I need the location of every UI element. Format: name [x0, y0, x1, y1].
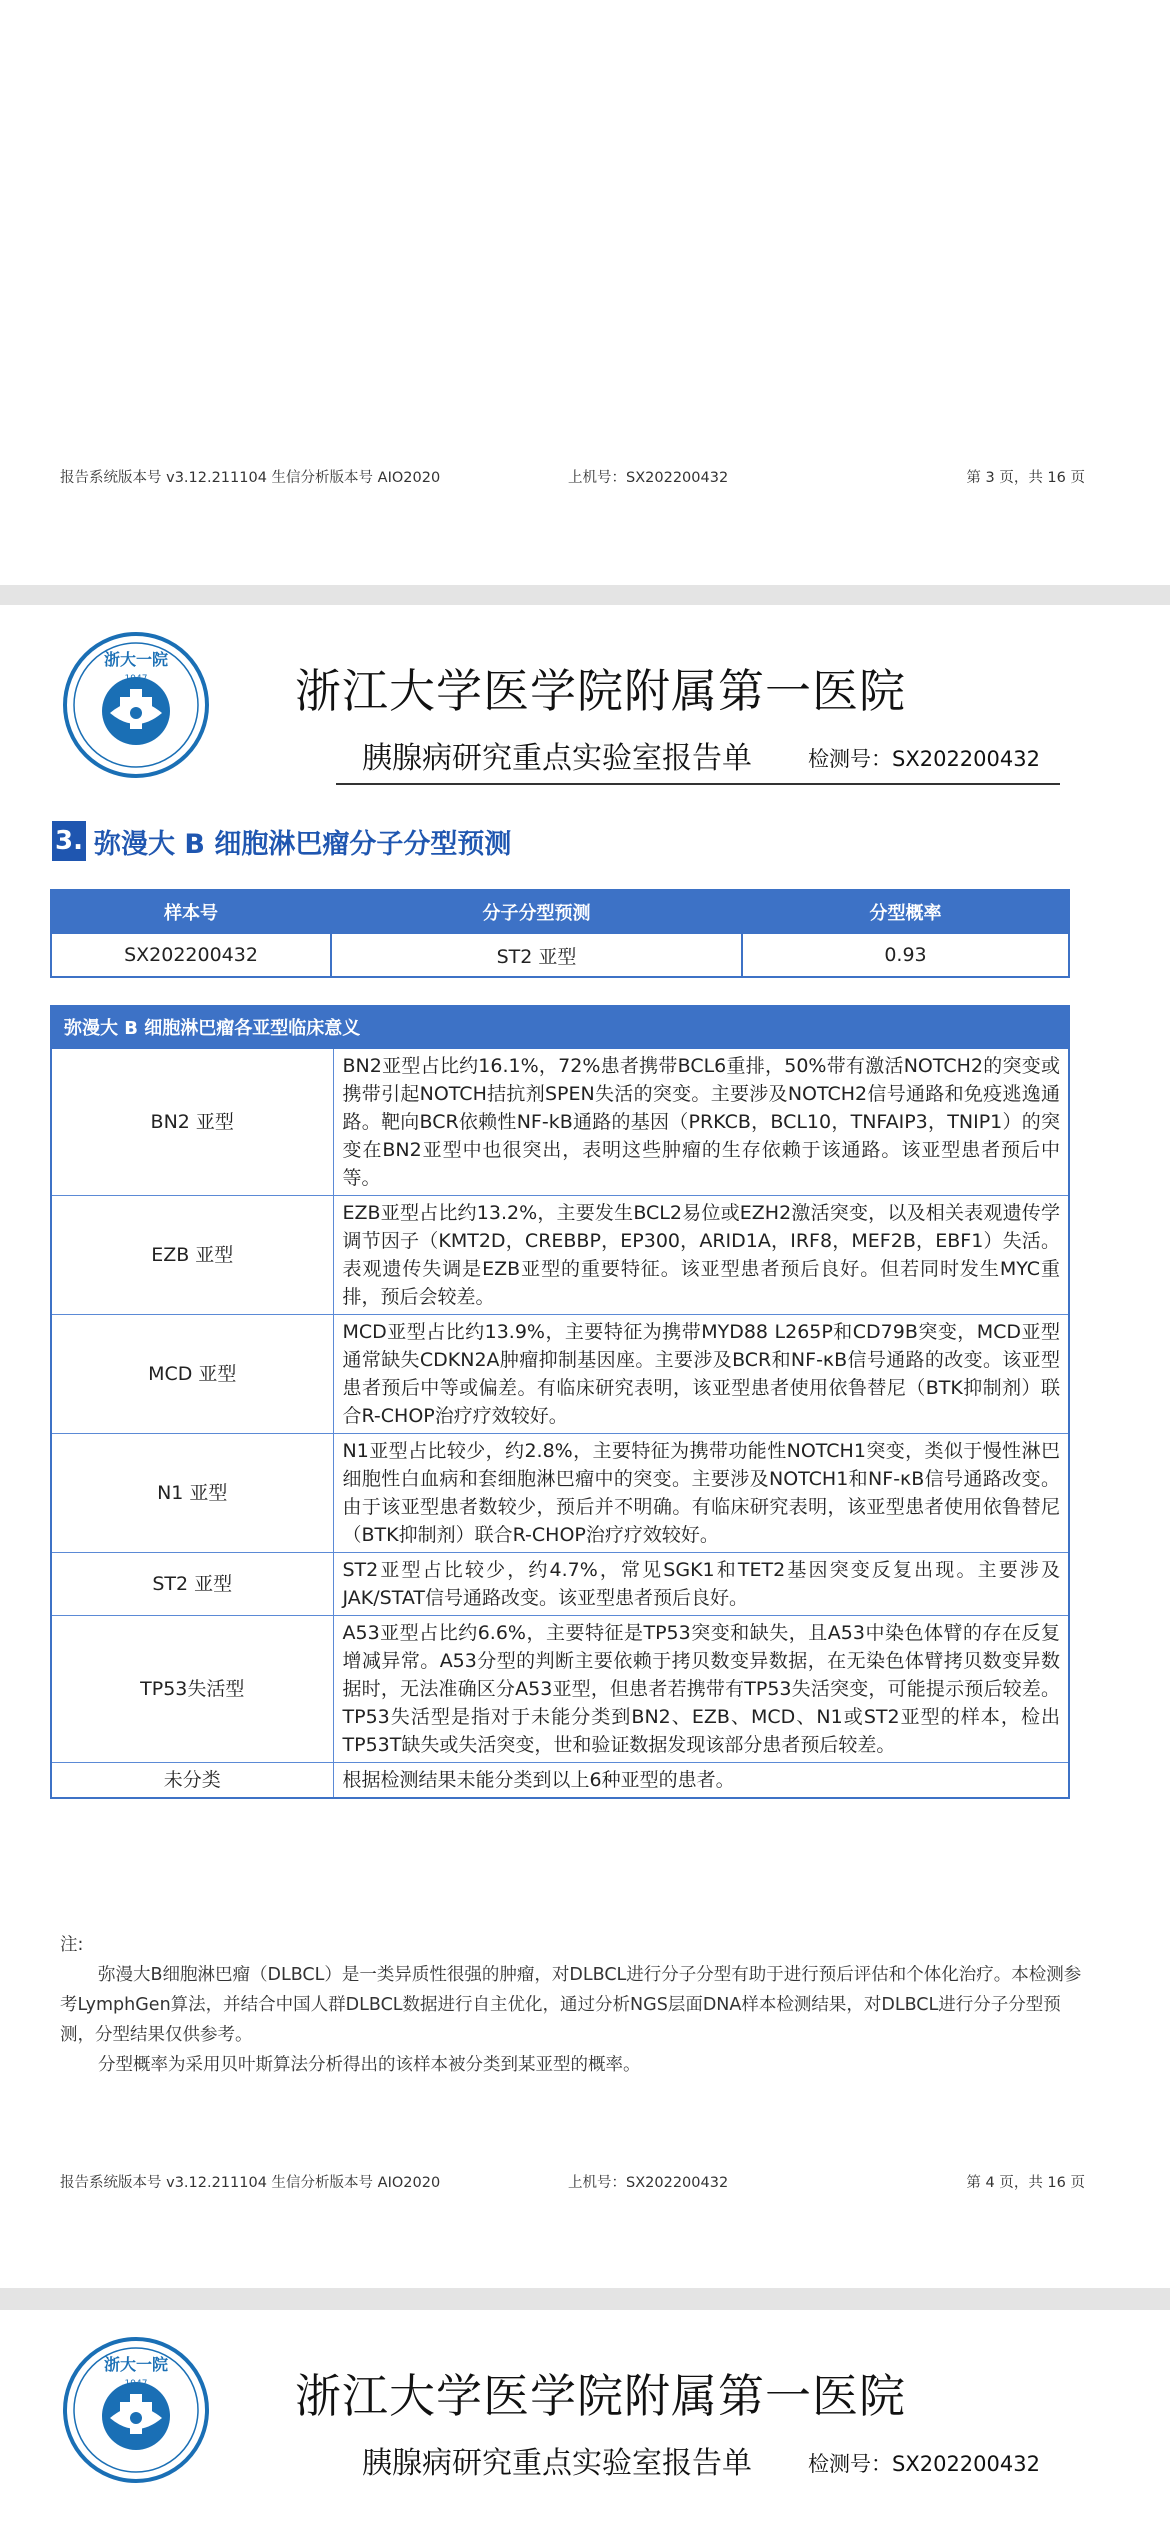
subtype-description: BN2亚型占比约16.1%，72%患者携带BCL6重排，50%带有激活NOTCH2的突变或携带引起NOTCH拮抗剂SPEN失活的突变。主要涉及NOTCH2信号通路和免疫逃逸通路。靶向BCR依赖性NF-kB通路的基因（PRKCB，BCL10，TNFAIP3，TNIP1）的突变在BN2亚型中也很突出，表明这些肿瘤的生存依赖于该通路。该亚型患者预后中等。	[333, 1048, 1069, 1196]
footer-page-number: 第 4 页，共 16 页	[966, 2175, 1085, 2191]
table-row	[51, 1434, 1069, 1553]
detection-number: 检测号：SX202200432	[808, 747, 1040, 771]
subtype-name: EZB 亚型	[51, 1196, 333, 1315]
header-divider	[336, 783, 1060, 785]
section-title	[52, 820, 511, 862]
hospital-logo	[62, 2336, 210, 2484]
subtype-description: N1亚型占比较少，约2.8%，主要特征为携带功能性NOTCH1突变，类似于慢性淋巴细胞性白血病和套细胞淋巴瘤中的突变。主要涉及NOTCH1和NF-κB信号通路改变。由于该亚型患者数较少，预后并不明确。有临床研究表明，该亚型患者使用依鲁替尼（BTK抑制剂）联合R-CHOP治疗疗效较好。	[333, 1434, 1069, 1553]
table-row	[51, 1196, 1069, 1315]
notes-label: 注:	[60, 1935, 84, 1955]
table-row	[51, 1763, 1069, 1799]
header-sample-no: 样本号	[51, 890, 331, 933]
table-row	[51, 1315, 1069, 1434]
page-header	[0, 2310, 1170, 2510]
prediction-table	[50, 889, 1070, 978]
header-probability: 分型概率	[742, 890, 1069, 933]
notes-paragraph-1: 弥漫大B细胞淋巴瘤（DLBCL）是一类异质性很强的肿瘤，对DLBCL进行分子分型有助于进行预后评估和个体化治疗。本检测参考LymphGen算法，并结合中国人群DLBCL数据进行自主优化，通过分析NGS层面DNA样本检测结果，对DLBCL进行分子分型预测，分型结果仅供参考。	[60, 1965, 1082, 2045]
section-heading: 弥漫大 B 细胞淋巴瘤分子分型预测	[94, 828, 512, 860]
logo-year: 1947	[124, 674, 148, 684]
subtype-name: TP53失活型	[51, 1616, 333, 1763]
cell-subtype: ST2 亚型	[331, 933, 742, 977]
subtype-description: MCD亚型占比约13.9%，主要特征为携带MYD88 L265P和CD79B突变，MCD亚型通常缺失CDKN2A肿瘤抑制基因座。主要涉及BCR和NF-κB信号通路的改变。该亚型患者预后中等或偏差。有临床研究表明，该亚型患者使用依鲁替尼（BTK抑制剂）联合R-CHOP治疗疗效较好。	[333, 1315, 1069, 1434]
footer-machine-no: 上机号：SX202200432	[568, 470, 729, 486]
logo-text: 浙大一院	[103, 650, 169, 669]
cell-probability: 0.93	[742, 933, 1069, 977]
table-row	[51, 1553, 1069, 1616]
footer-page-number: 第 3 页，共 16 页	[966, 470, 1085, 486]
header-subtype-prediction: 分子分型预测	[331, 890, 742, 933]
subtype-description: ST2亚型占比较少，约4.7%，常见SGK1和TET2基因突变反复出现。主要涉及JAK/STAT信号通路改变。该亚型患者预后良好。	[333, 1553, 1069, 1616]
page-header	[0, 605, 1170, 805]
hospital-name: 浙江大学医学院附属第一医院	[295, 664, 906, 718]
notes-paragraph-2: 分型概率为采用贝叶斯算法分析得出的该样本被分类到某亚型的概率。	[98, 2055, 641, 2075]
subtype-description: EZB亚型占比约13.2%，主要发生BCL2易位或EZH2激活突变，以及相关表观遗传学调节因子（KMT2D，CREBBP，EP300，ARID1A，IRF8，MEF2B，EBF1）失活。表观遗传失调是EZB亚型的重要特征。该亚型患者预后良好。但若同时发生MYC重排，预后会较差。	[333, 1196, 1069, 1315]
report-page-5	[0, 2310, 1170, 2532]
section-number: 3.	[52, 821, 86, 861]
detection-number: 检测号：SX202200432	[808, 2452, 1040, 2476]
report-page-3	[0, 0, 1170, 585]
subtype-name: BN2 亚型	[51, 1048, 333, 1196]
logo-text: 浙大一院	[103, 2355, 169, 2374]
subtype-name: ST2 亚型	[51, 1553, 333, 1616]
lab-report-title: 胰腺病研究重点实验室报告单	[362, 2446, 752, 2481]
subtype-description: A53亚型占比约6.6%，主要特征是TP53突变和缺失，且A53中染色体臂的存在反复增减异常。A53分型的判断主要依赖于拷贝数变异数据，在无染色体臂拷贝数变异数据时，无法准确区分A53亚型，但患者若携带有TP53失活突变，可能提示预后较差。TP53失活型是指对于未能分类到BN2、EZB、MCD、N1或ST2亚型的样本，检出TP53T缺失或失活突变，世和验证数据发现该部分患者预后较差。	[333, 1616, 1069, 1763]
subtype-name: MCD 亚型	[51, 1315, 333, 1434]
lab-report-title: 胰腺病研究重点实验室报告单	[362, 741, 752, 776]
table-row	[51, 933, 1069, 977]
hospital-logo	[62, 631, 210, 779]
footer-version: 报告系统版本号 v3.12.211104 生信分析版本号 AIO2020	[60, 2175, 441, 2191]
subtype-name: 未分类	[51, 1763, 333, 1799]
logo-year: 1947	[124, 2379, 148, 2389]
footer-machine-no: 上机号：SX202200432	[568, 2175, 729, 2191]
cell-sample-no: SX202200432	[51, 933, 331, 977]
subtype-significance-table	[50, 1005, 1070, 1799]
footer-version: 报告系统版本号 v3.12.211104 生信分析版本号 AIO2020	[60, 470, 441, 486]
hospital-name: 浙江大学医学院附属第一医院	[295, 2369, 906, 2423]
notes	[60, 1930, 1085, 2080]
table-caption: 弥漫大 B 细胞淋巴瘤各亚型临床意义	[51, 1006, 1069, 1048]
subtype-name: N1 亚型	[51, 1434, 333, 1553]
subtype-description: 根据检测结果未能分类到以上6种亚型的患者。	[333, 1763, 1069, 1799]
table-row	[51, 1048, 1069, 1196]
table-row	[51, 1616, 1069, 1763]
